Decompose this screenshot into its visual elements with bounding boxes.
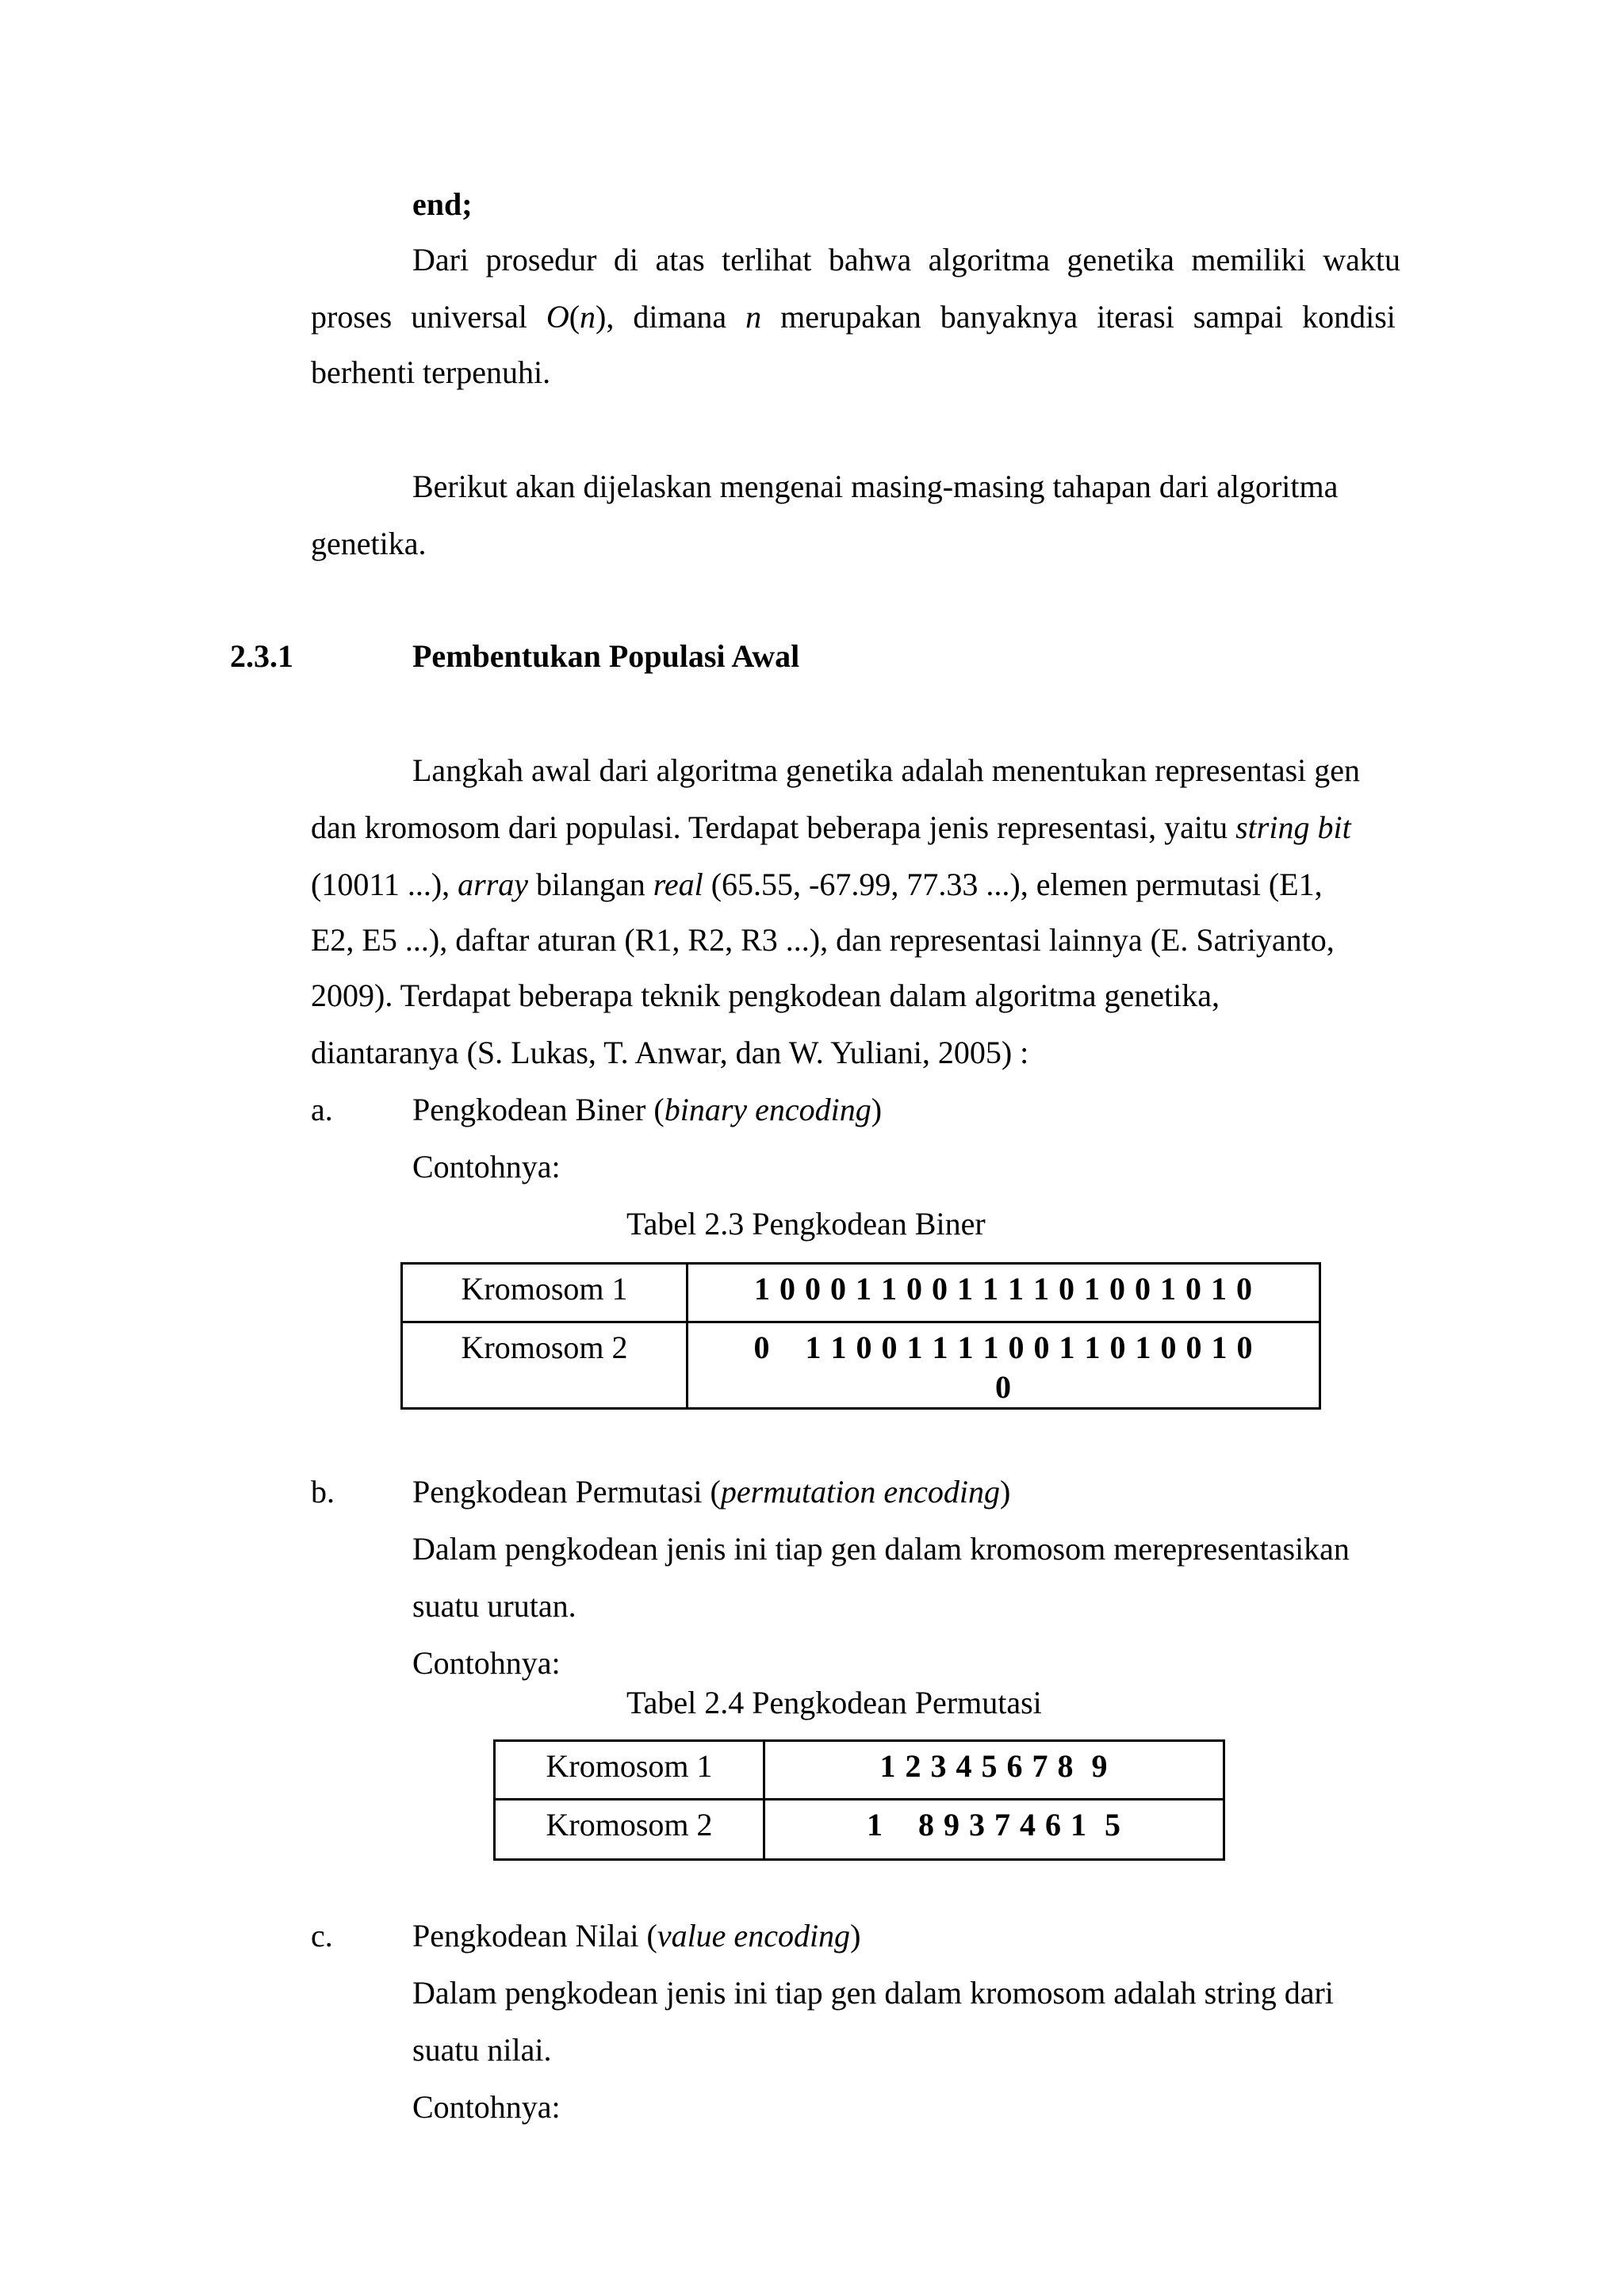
row-label: Kromosom 2	[402, 1322, 688, 1409]
word: di	[613, 242, 639, 277]
text-run: ), dimana	[596, 299, 746, 335]
word: algoritma	[928, 242, 1050, 277]
word: bahwa	[828, 242, 912, 277]
item-c-description-line-1: Dalam pengkodean jenis ini tiap gen dalam kromosom adalah string dari	[412, 1975, 1334, 2011]
item-b-description-line-2: suatu urutan.	[412, 1588, 576, 1624]
row-label: Kromosom 2	[495, 1800, 764, 1860]
emphasis: real	[653, 867, 703, 902]
word: genetika	[1067, 242, 1174, 277]
item-b-example-label: Contohnya:	[412, 1645, 561, 1681]
emphasis: binary encoding	[664, 1092, 871, 1127]
table-row	[495, 1800, 1224, 1860]
text-run: dan kromosom dari populasi. Terdapat beberapa jenis representasi, yaitu	[311, 809, 1236, 845]
emphasis: string bit	[1235, 809, 1351, 845]
word: memiliki	[1191, 242, 1306, 277]
row-value: 1 8 9 3 7 4 6 1 5	[764, 1800, 1224, 1860]
item-c-title	[412, 1920, 860, 1952]
paragraph-3-line-5: 2009). Terdapat beberapa teknik pengkodean dalam algoritma genetika,	[311, 978, 1220, 1013]
text-run: )	[999, 1474, 1011, 1510]
row-value: 1 2 3 4 5 6 7 8 9	[764, 1741, 1224, 1800]
word: terlihat	[722, 242, 812, 277]
item-c-description-line-2: suatu nilai.	[412, 2032, 552, 2068]
word: prosedur	[485, 242, 597, 277]
text-run: )	[871, 1092, 883, 1127]
big-o-symbol: O	[546, 299, 569, 335]
paragraph-3-line-3	[311, 869, 1323, 901]
word: Dari	[412, 242, 469, 277]
variable-n: n	[745, 299, 762, 335]
paragraph-1-line-3: berhenti terpenuhi.	[311, 354, 551, 390]
emphasis: value encoding	[657, 1918, 851, 1954]
table-binary-encoding	[400, 1262, 1321, 1410]
list-marker-c: c.	[311, 1918, 333, 1954]
text-run: bilangan	[528, 867, 653, 902]
paragraph-3-line-1: Langkah awal dari algoritma genetika adalah menentukan representasi gen	[412, 752, 1361, 788]
item-a-title	[412, 1094, 882, 1126]
text-run: )	[850, 1918, 861, 1954]
row-label: Kromosom 1	[402, 1264, 688, 1322]
section-number: 2.3.1	[230, 638, 293, 674]
text-run: Pengkodean Biner (	[412, 1092, 665, 1127]
text-run: (10011 ...),	[311, 867, 458, 902]
variable-n: n	[580, 299, 596, 335]
list-marker-a: a.	[311, 1092, 333, 1127]
list-marker-b: b.	[311, 1474, 335, 1510]
text-run: Pengkodean Permutasi (	[412, 1474, 721, 1510]
row-value: 1 0 0 0 1 1 0 0 1 1 1 1 0 1 0 0 1 0 1 0	[688, 1264, 1320, 1322]
section-title: Pembentukan Populasi Awal	[412, 638, 800, 674]
text-run: proses universal	[311, 299, 546, 335]
value-line-2: 0	[995, 1369, 1012, 1405]
text-run: merupakan banyaknya iterasi sampai kondisi	[761, 299, 1396, 335]
paragraph-1-line-1	[412, 244, 1400, 276]
emphasis: array	[458, 867, 529, 902]
row-label: Kromosom 1	[495, 1741, 764, 1800]
table-2-3-caption: Tabel 2.3 Pengkodean Biner	[626, 1206, 986, 1242]
item-b-title	[412, 1476, 1010, 1508]
text-run: (65.55, -67.99, 77.33 ...), elemen permutasi (E1,	[703, 867, 1323, 902]
table-row	[402, 1264, 1320, 1322]
paragraph-3-line-6: diantaranya (S. Lukas, T. Anwar, dan W. Yuliani, 2005) :	[311, 1035, 1029, 1070]
text-run: Pengkodean Nilai (	[412, 1918, 657, 1954]
row-value	[688, 1322, 1320, 1409]
table-permutation-encoding	[493, 1739, 1225, 1861]
paragraph-2-line-1: Berikut akan dijelaskan mengenai masing-masing tahapan dari algoritma	[412, 469, 1339, 504]
table-2-4-caption: Tabel 2.4 Pengkodean Permutasi	[626, 1685, 1042, 1720]
paragraph-2-line-2: genetika.	[311, 526, 427, 561]
emphasis: permutation encoding	[720, 1474, 1000, 1510]
paragraph-3-line-2	[311, 809, 1351, 845]
table-row	[495, 1741, 1224, 1800]
item-a-example-label: Contohnya:	[412, 1149, 561, 1184]
value-line-1: 0 1 1 0 0 1 1 1 1 0 0 1 1 0 1 0 0 1 0	[753, 1330, 1254, 1365]
table-row	[402, 1322, 1320, 1409]
paragraph-1-line-2	[311, 301, 1396, 333]
code-end-keyword: end;	[412, 186, 473, 222]
item-c-example-label: Contohnya:	[412, 2089, 561, 2125]
item-b-description-line-1: Dalam pengkodean jenis ini tiap gen dalam kromosom merepresentasikan	[412, 1531, 1350, 1567]
paragraph-3-line-4: E2, E5 ...), daftar aturan (R1, R2, R3 ...), dan representasi lainnya (E. Satriyanto,	[311, 922, 1335, 958]
word: waktu	[1323, 242, 1400, 277]
word: atas	[655, 242, 705, 277]
text-run: (	[569, 299, 580, 335]
